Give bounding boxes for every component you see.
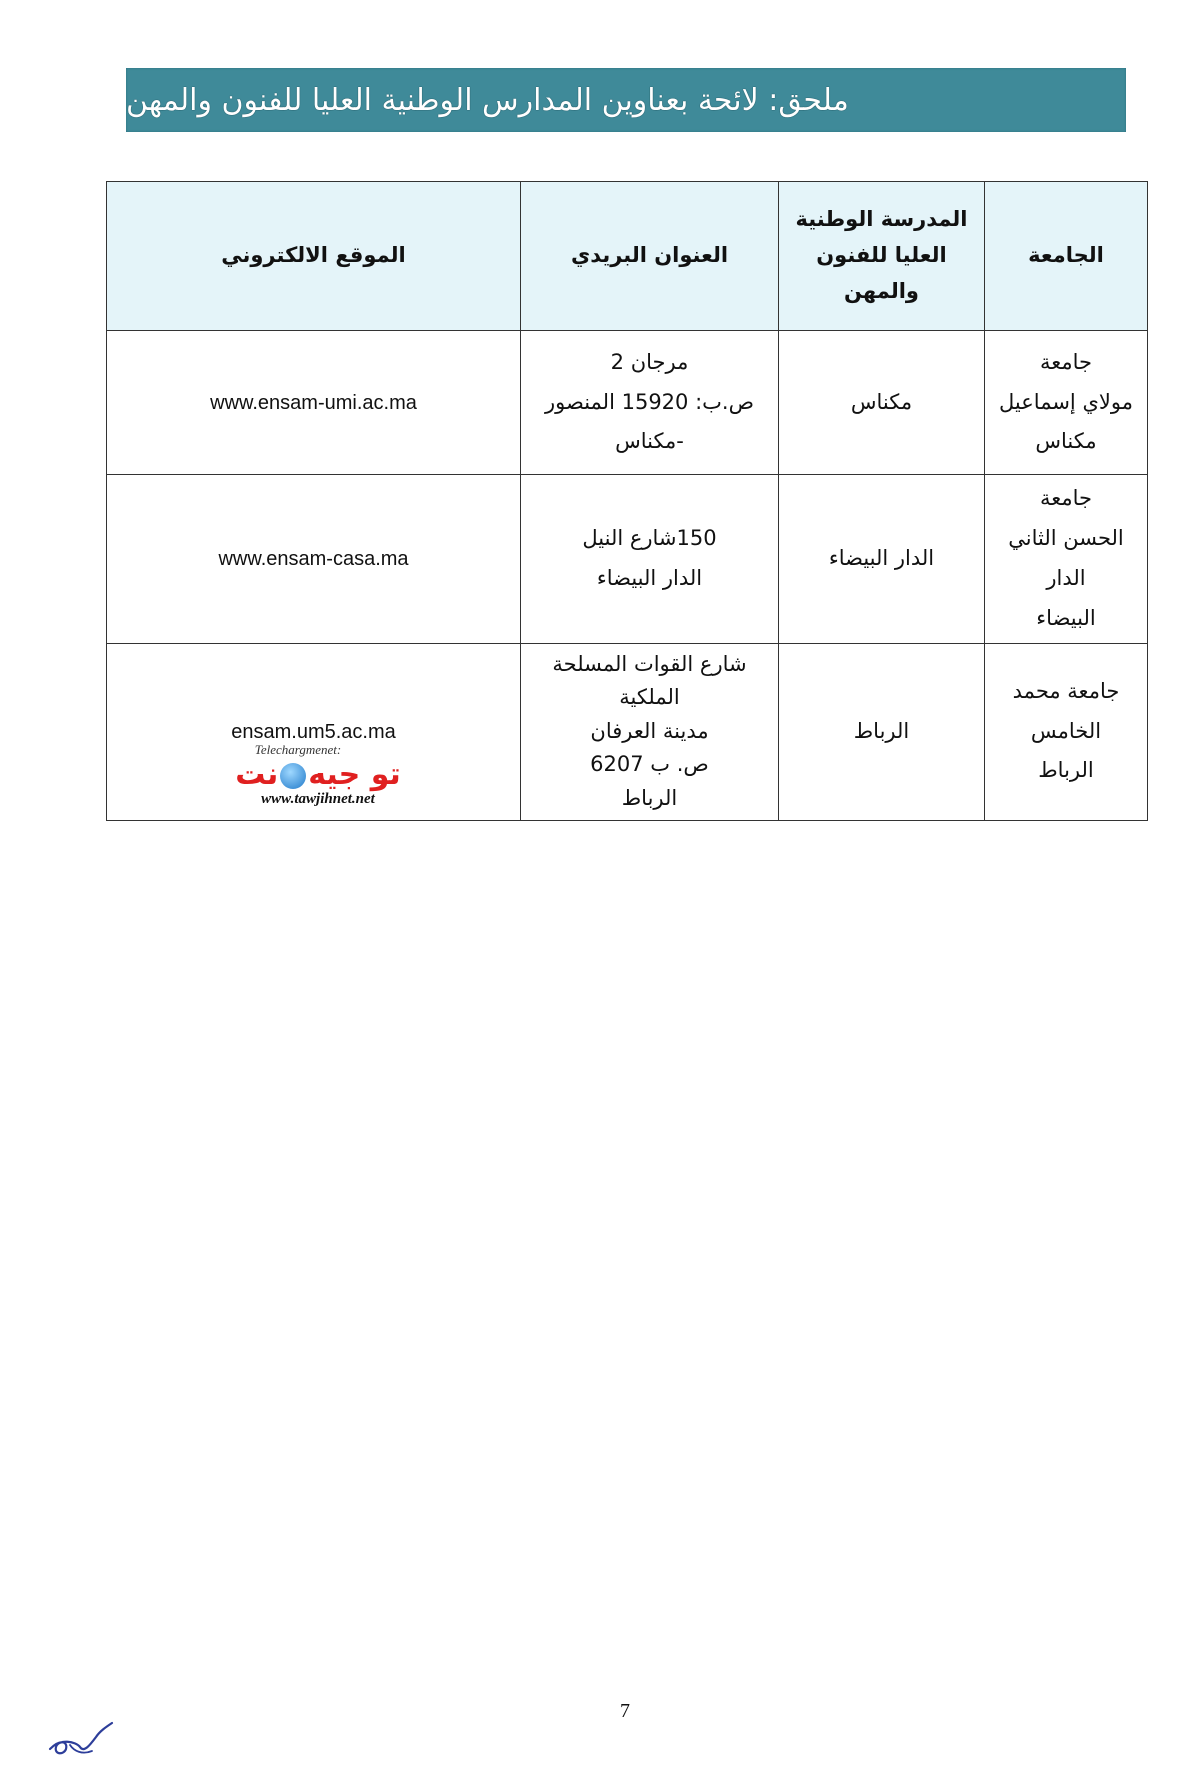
watermark-label: Telechargmenet: — [254, 742, 342, 757]
cell-address: مرجان 2 ص.ب: 15920 المنصور -مكناس — [521, 331, 779, 475]
watermark — [218, 742, 418, 808]
cell-university: جامعة محمد الخامس الرباط — [985, 643, 1148, 820]
cell-university: جامعة مولاي إسماعيل مكناس — [985, 331, 1148, 475]
cell-school: الرباط — [779, 643, 985, 820]
page-number: 7 — [620, 1700, 630, 1722]
cell-website: ensam.um5.ac.ma — [107, 643, 521, 820]
table-header-row — [107, 182, 1148, 331]
table-row — [107, 331, 1148, 475]
header-website: الموقع الالكتروني — [107, 182, 521, 331]
cell-school: مكناس — [779, 331, 985, 475]
schools-table — [106, 181, 1148, 821]
table-row — [107, 475, 1148, 644]
header-school: المدرسة الوطنية العليا للفنون والمهن — [779, 182, 985, 331]
watermark-logo-right: نت — [235, 757, 279, 792]
watermark-logo-left: تو جيه — [308, 757, 401, 792]
cell-address: شارع القوات المسلحة الملكية مدينة العرفان ص. ب 6207 الرباط — [521, 643, 779, 820]
cell-website: www.ensam-umi.ac.ma — [107, 331, 521, 475]
header-address: العنوان البريدي — [521, 182, 779, 331]
watermark-url: www.tawjihnet.net — [261, 791, 375, 807]
header-university: الجامعة — [985, 182, 1148, 331]
title-banner — [126, 68, 1126, 132]
cell-address: 150شارع النيل الدار البيضاء — [521, 475, 779, 644]
globe-icon — [280, 763, 306, 789]
signature-icon — [46, 1715, 116, 1761]
cell-website: www.ensam-casa.ma — [107, 475, 521, 644]
cell-university: جامعة الحسن الثاني الدار البيضاء — [985, 475, 1148, 644]
watermark-logo — [218, 758, 418, 791]
page-title: ملحق: لائحة بعناوين المدارس الوطنية العليا للفنون والمهن — [126, 82, 849, 118]
cell-school: الدار البيضاء — [779, 475, 985, 644]
